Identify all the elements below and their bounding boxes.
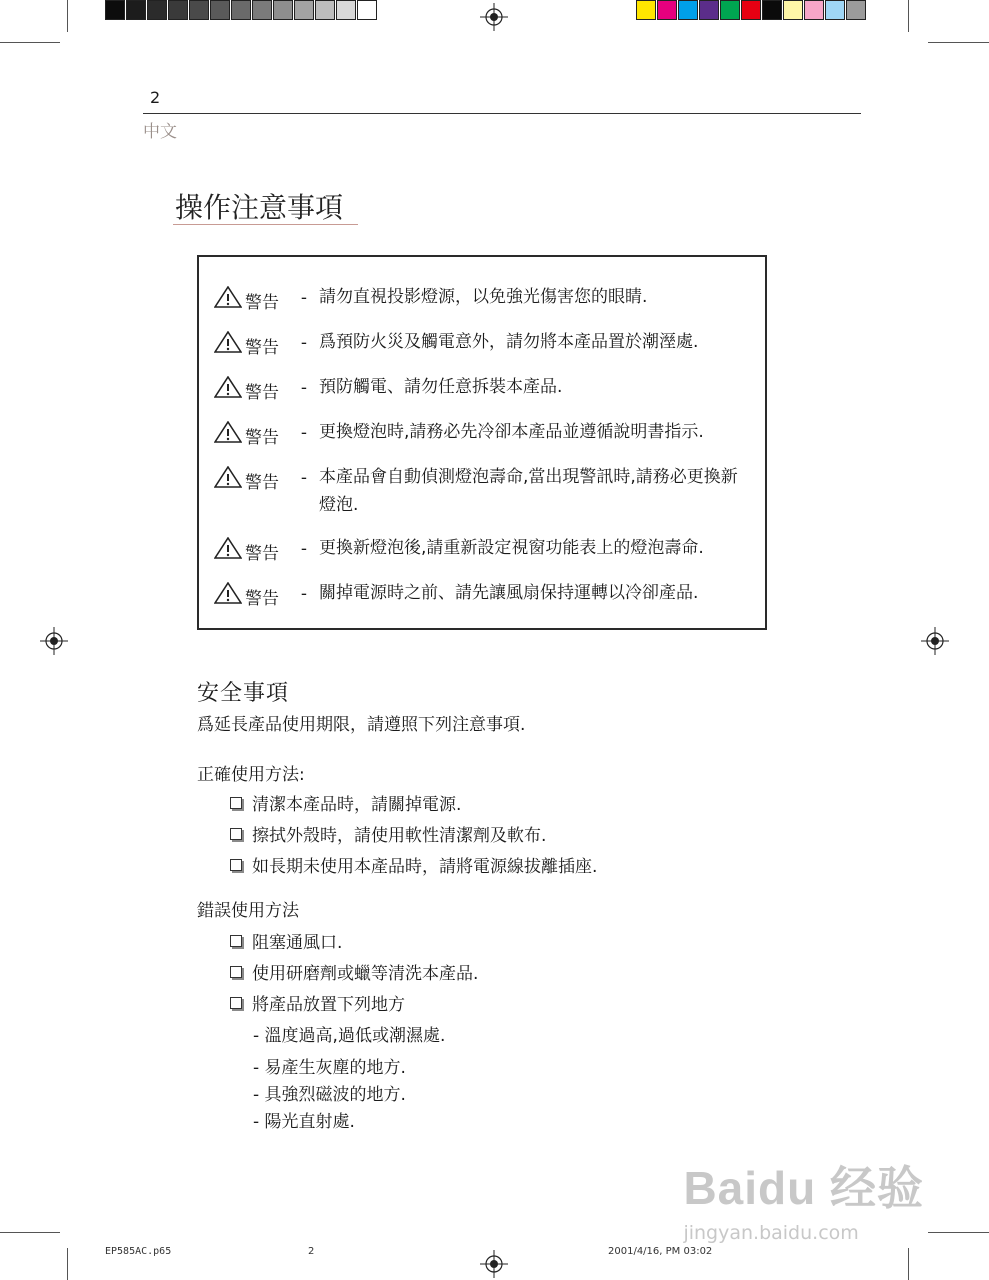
calibration-swatch: [657, 0, 677, 20]
warning-triangle-icon: [214, 582, 242, 604]
checkbox-icon: [230, 859, 242, 871]
warning-triangle-icon: [214, 537, 242, 559]
warning-item: [214, 288, 749, 313]
list-item-text: 清潔本產品時，請關掉電源.: [252, 795, 462, 815]
title-underline: [173, 224, 358, 225]
place-item: - 陽光直射處.: [253, 1112, 355, 1132]
warning-dash: -: [300, 468, 308, 488]
calibration-swatch: [846, 0, 866, 20]
warning-text: 關掉電源時之前、請先讓風扇保持運轉以冷卻產品.: [319, 583, 699, 603]
calibration-swatch: [126, 0, 146, 20]
list-item: [230, 821, 546, 846]
checkbox-icon: [230, 828, 242, 840]
calibration-swatch: [825, 0, 845, 20]
calibration-swatch: [804, 0, 824, 20]
warning-item: [214, 333, 749, 358]
correct-usage-heading: 正確使用方法:: [197, 765, 305, 785]
list-item-text: 擦拭外殼時，請使用軟性清潔劑及軟布.: [252, 826, 547, 846]
list-item: [230, 928, 342, 953]
grayscale-calibration-bar: [105, 0, 378, 22]
list-item: [230, 990, 405, 1015]
warning-item: [214, 539, 749, 564]
calibration-swatch: [294, 0, 314, 20]
calibration-swatch: [741, 0, 761, 20]
list-item-text: 阻塞通風口.: [252, 933, 343, 953]
warning-text: 更換新燈泡後,請重新設定視窗功能表上的燈泡壽命.: [319, 538, 704, 558]
place-item: - 易產生灰塵的地方.: [253, 1058, 406, 1078]
calibration-swatch: [783, 0, 803, 20]
watermark-logo: Baidu 经验: [683, 1162, 924, 1214]
warning-item: [214, 378, 749, 403]
page-number: 2: [150, 88, 161, 107]
warning-label: 警告: [245, 544, 279, 564]
warning-triangle-icon: [214, 331, 242, 353]
color-calibration-bar: [636, 0, 867, 22]
warning-dash: -: [300, 333, 308, 353]
calibration-swatch: [678, 0, 698, 20]
warning-text: 爲預防火災及觸電意外，請勿將本產品置於潮溼處.: [319, 332, 699, 352]
calibration-swatch: [210, 0, 230, 20]
list-item: [230, 959, 478, 984]
checkbox-icon: [230, 966, 242, 978]
warning-label: 警告: [245, 473, 279, 493]
watermark-url: jingyan.baidu.com: [683, 1222, 859, 1244]
warning-item: [214, 468, 749, 519]
list-item: [230, 852, 597, 877]
calibration-swatch: [336, 0, 356, 20]
warning-label: 警告: [245, 383, 279, 403]
calibration-swatch: [147, 0, 167, 20]
warning-text: 更換燈泡時,請務必先冷卻本產品並遵循說明書指示.: [319, 422, 704, 442]
calibration-swatch: [168, 0, 188, 20]
registration-mark-icon: [921, 627, 949, 655]
warning-text: 請勿直視投影燈源，以免強光傷害您的眼睛.: [319, 287, 648, 307]
warning-item: [214, 584, 749, 609]
list-item-text: 將產品放置下列地方: [252, 995, 405, 1015]
calibration-swatch: [273, 0, 293, 20]
calibration-swatch: [189, 0, 209, 20]
watermark: [683, 1152, 924, 1244]
warning-dash: -: [300, 288, 308, 308]
warning-dash: -: [300, 423, 308, 443]
header-rule: [143, 113, 861, 114]
list-item-text: 如長期未使用本產品時，請將電源線拔離插座.: [252, 857, 598, 877]
warning-triangle-icon: [214, 466, 242, 488]
warning-dash: -: [300, 378, 308, 398]
footer-filename: EP585AC.p65: [105, 1246, 172, 1257]
wrong-usage-heading: 錯誤使用方法: [197, 901, 299, 921]
warning-item: [214, 423, 749, 448]
place-item: - 具強烈磁波的地方.: [253, 1085, 406, 1105]
page-title: 操作注意事項: [175, 191, 344, 224]
language-label: 中文: [143, 122, 177, 142]
calibration-swatch: [762, 0, 782, 20]
calibration-swatch: [231, 0, 251, 20]
warning-label: 警告: [245, 293, 279, 313]
registration-mark-icon: [40, 627, 68, 655]
warning-triangle-icon: [214, 376, 242, 398]
warning-label: 警告: [245, 589, 279, 609]
checkbox-icon: [230, 935, 242, 947]
registration-mark-icon: [480, 1250, 508, 1278]
checkbox-icon: [230, 997, 242, 1009]
warning-text: 預防觸電、請勿任意拆裝本產品.: [319, 377, 563, 397]
list-item: [230, 790, 461, 815]
warning-dash: -: [300, 539, 308, 559]
safety-intro: 爲延長產品使用期限，請遵照下列注意事項.: [197, 715, 526, 735]
warning-label: 警告: [245, 338, 279, 358]
warning-dash: -: [300, 584, 308, 604]
calibration-swatch: [699, 0, 719, 20]
calibration-swatch: [357, 0, 377, 20]
calibration-swatch: [105, 0, 125, 20]
registration-mark-icon: [480, 3, 508, 31]
footer-page: 2: [308, 1246, 315, 1257]
warning-text: 本產品會自動偵測燈泡壽命,當出現警訊時,請務必更換新燈泡.: [319, 467, 738, 515]
list-item-text: 使用研磨劑或蠟等清洗本產品.: [252, 964, 479, 984]
calibration-swatch: [720, 0, 740, 20]
safety-title: 安全事項: [197, 681, 290, 706]
calibration-swatch: [315, 0, 335, 20]
warning-label: 警告: [245, 428, 279, 448]
calibration-swatch: [252, 0, 272, 20]
place-item: - 溫度過高,過低或潮濕處.: [253, 1026, 446, 1046]
warning-triangle-icon: [214, 286, 242, 308]
footer-timestamp: 2001/4/16, PM 03:02: [608, 1246, 713, 1257]
checkbox-icon: [230, 797, 242, 809]
calibration-swatch: [636, 0, 656, 20]
warning-triangle-icon: [214, 421, 242, 443]
